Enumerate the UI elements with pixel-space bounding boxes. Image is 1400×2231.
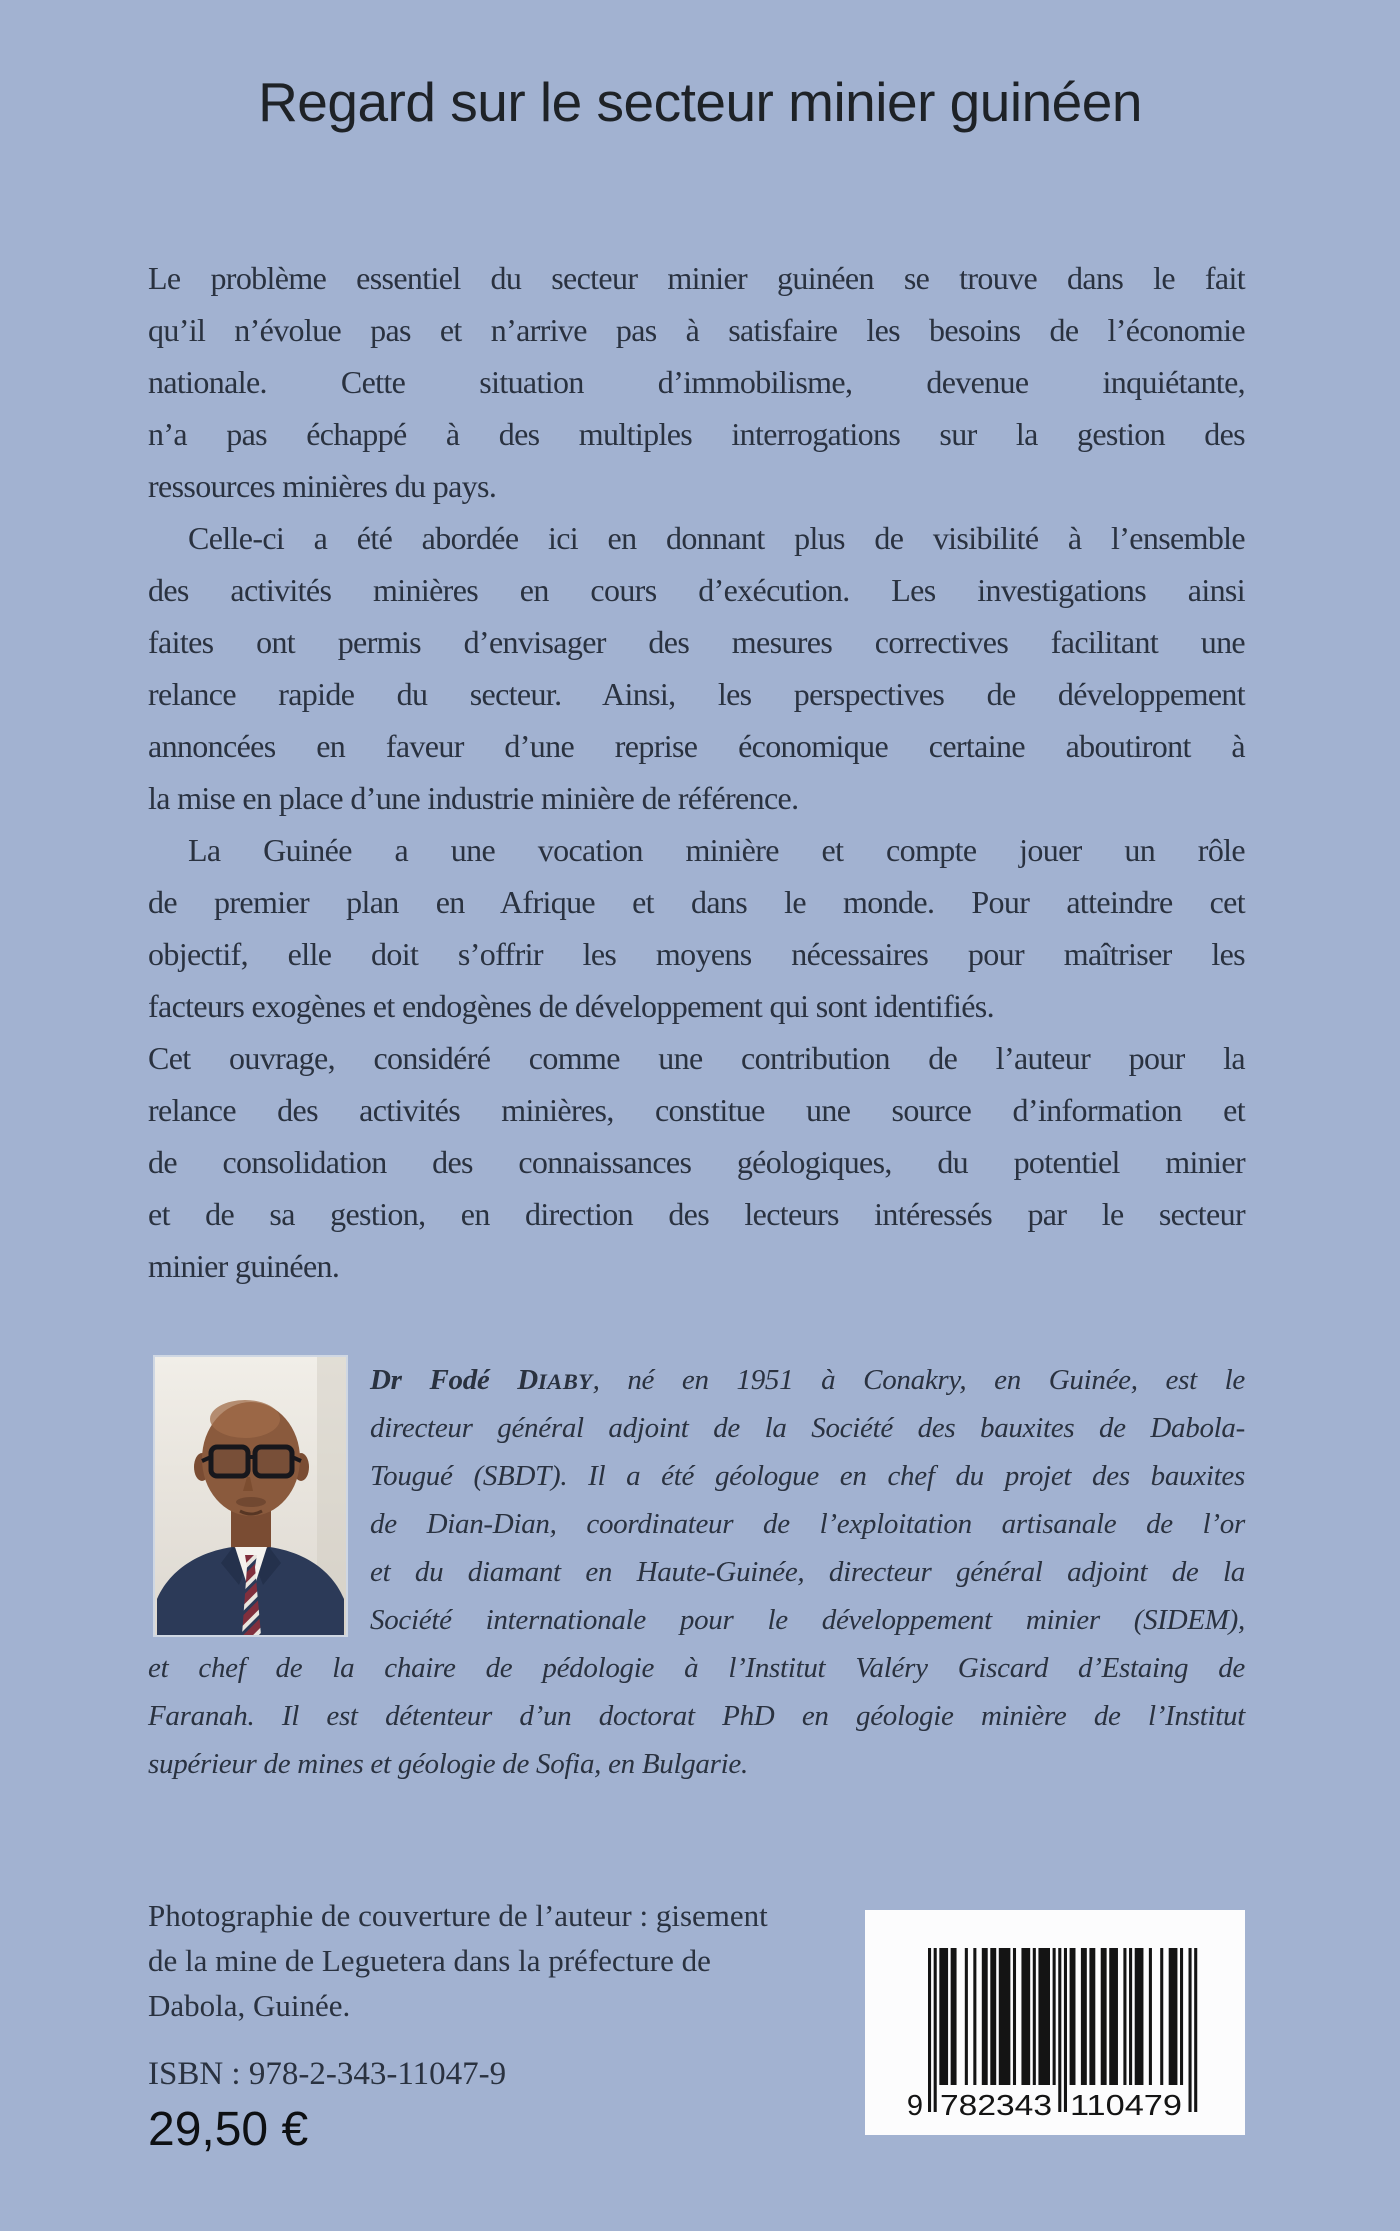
synopsis-line: La Guinée a une vocation minière et compte jouer un rôle <box>188 832 1245 868</box>
synopsis-line: relance des activités minières, constitue une source d’information et <box>148 1092 1245 1128</box>
author-name-smallcaps: IABY <box>537 1369 593 1394</box>
synopsis-line: annoncées en faveur d’une reprise économique certaine aboutiront à <box>148 728 1245 764</box>
bio-line <box>370 1356 1245 1404</box>
bio-line: Faranah. Il est détenteur d’un doctorat PhD en géologie minière de l’Institut <box>148 1700 1245 1732</box>
synopsis-line: Celle-ci a été abordée ici en donnant plus de visibilité à l’ensemble <box>188 520 1245 556</box>
barcode-digit-group: 110479 <box>1070 2090 1182 2122</box>
bio-line: de Dian-Dian, coordinateur de l’exploitation artisanale de l’or <box>370 1508 1245 1540</box>
synopsis-line: objectif, elle doit s’offrir les moyens nécessaires pour maîtriser les <box>148 936 1245 972</box>
photo-credit-line: Photographie de couverture de l’auteur : gisement <box>148 1898 768 1933</box>
barcode-digit-group: 9 <box>906 2090 923 2122</box>
synopsis-line: de consolidation des connaissances géologiques, du potentiel minier <box>148 1144 1245 1180</box>
synopsis-line: nationale. Cette situation d’immobilisme, devenue inquiétante, <box>148 364 1245 400</box>
synopsis-line: la mise en place d’une industrie minière de référence. <box>148 780 799 816</box>
bio-line: directeur général adjoint de la Société des bauxites de Dabola- <box>370 1412 1245 1444</box>
synopsis-line: et de sa gestion, en direction des lecteurs intéressés par le secteur <box>148 1196 1245 1232</box>
photo-credit <box>148 1893 828 2028</box>
synopsis-line: des activités minières en cours d’exécution. Les investigations ainsi <box>148 572 1245 608</box>
synopsis-line: Le problème essentiel du secteur minier guinéen se trouve dans le fait <box>148 260 1245 296</box>
photo-credit-line: de la mine de Leguetera dans la préfecture de <box>148 1943 711 1978</box>
bio-line: Tougué (SBDT). Il a été géologue en chef du projet des bauxites <box>370 1460 1245 1492</box>
synopsis-line: n’a pas échappé à des multiples interrogations sur la gestion des <box>148 416 1245 452</box>
synopsis-line: faites ont permis d’envisager des mesures correctives facilitant une <box>148 624 1245 660</box>
synopsis-text <box>148 252 1245 1292</box>
author-name: Dr Fodé D <box>370 1364 538 1396</box>
bio-line: et du diamant en Haute-Guinée, directeur général adjoint de la <box>370 1556 1245 1588</box>
barcode-svg <box>865 1910 1245 2135</box>
synopsis-line: facteurs exogènes et endogènes de développement qui sont identifiés. <box>148 988 994 1024</box>
ean13-barcode <box>865 1910 1245 2135</box>
book-title: Regard sur le secteur minier guinéen <box>258 71 1142 133</box>
synopsis-line: de premier plan en Afrique et dans le monde. Pour atteindre cet <box>148 884 1245 920</box>
synopsis-line: qu’il n’évolue pas et n’arrive pas à satisfaire les besoins de l’économie <box>148 312 1245 348</box>
bio-line: et chef de la chaire de pédologie à l’Institut Valéry Giscard d’Estaing de <box>148 1652 1245 1684</box>
bio-line: Société internationale pour le développement minier (SIDEM), <box>370 1604 1245 1636</box>
synopsis-line: relance rapide du secteur. Ainsi, les perspectives de développement <box>148 676 1245 712</box>
author-bio-full-width <box>148 1644 1245 1788</box>
author-photo <box>153 1355 348 1637</box>
synopsis-line: minier guinéen. <box>148 1248 340 1284</box>
price-label: 29,50 € <box>148 2103 309 2156</box>
synopsis-line: Cet ouvrage, considéré comme une contribution de l’auteur pour la <box>148 1040 1245 1076</box>
bio-line-text: , né en 1951 à Conakry, en Guinée, est le <box>592 1364 1246 1396</box>
synopsis-line: ressources minières du pays. <box>148 468 497 504</box>
author-portrait-illustration <box>155 1357 346 1635</box>
author-bio-beside-photo <box>370 1356 1245 1644</box>
barcode-digit-group: 782343 <box>940 2090 1052 2122</box>
photo-credit-line: Dabola, Guinée. <box>148 1988 351 2023</box>
bio-line: supérieur de mines et géologie de Sofia, en Bulgarie. <box>148 1748 748 1780</box>
isbn-label: ISBN : 978-2-343-11047-9 <box>148 2056 507 2092</box>
